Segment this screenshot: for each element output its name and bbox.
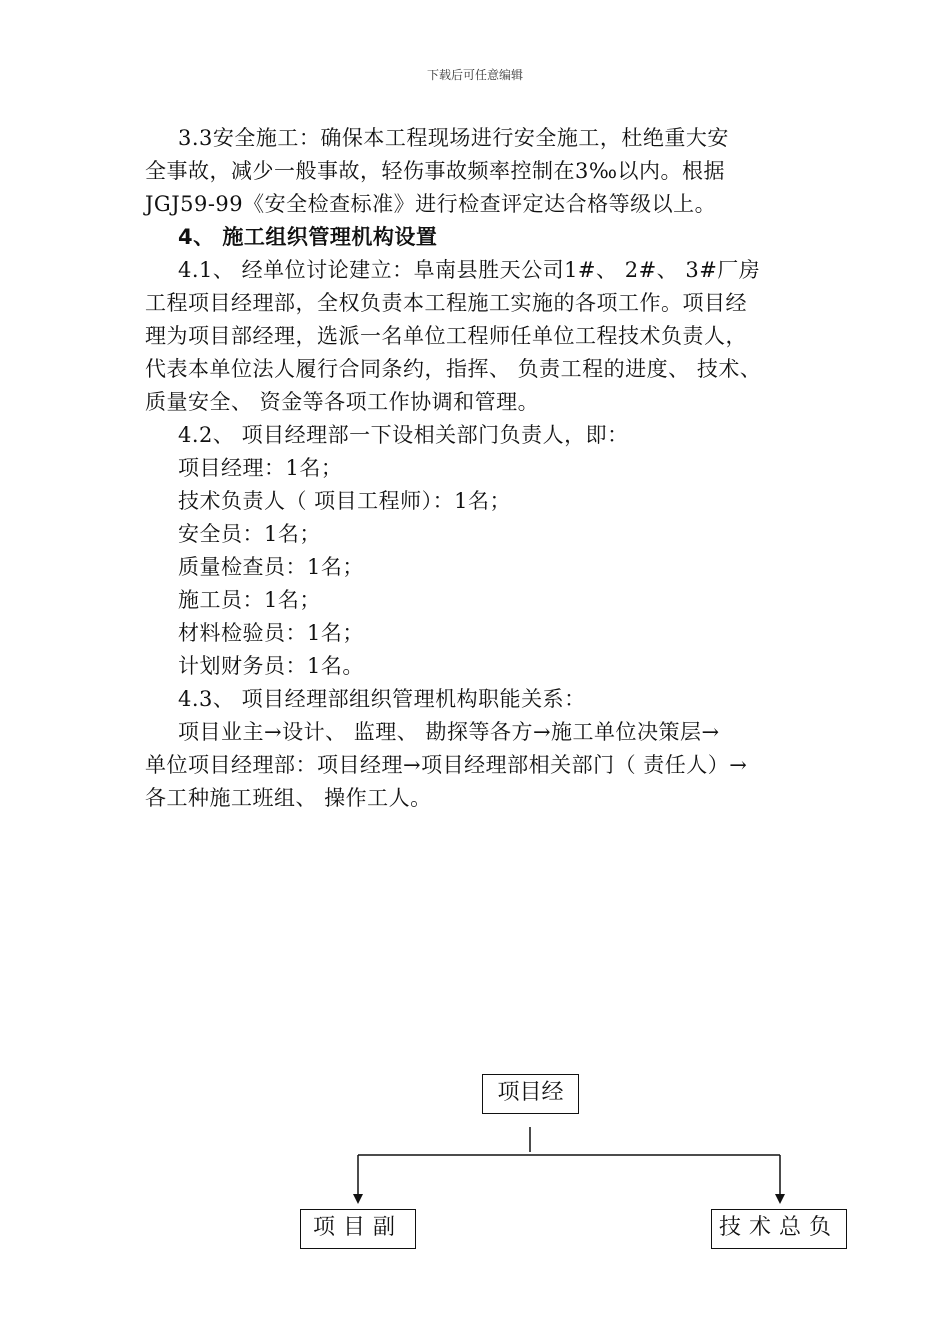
list-item: 质量检查员：1名； [178,555,364,579]
para-line: 3.3安全施工：确保本工程现场进行安全施工，杜绝重大安 [178,126,729,150]
para-line: 代表本单位法人履行合同条约，指挥、 负责工程的进度、 技术、 [145,357,762,381]
list-item: 计划财务员：1名。 [178,654,364,678]
para-line: 质量安全、 资金等各项工作协调和管理。 [145,390,540,414]
para-line: 项目业主→设计、 监理、 勘探等各方→施工单位决策层→ [178,720,720,744]
para-line: 理为项目部经理，选派一名单位工程师任单位工程技术负责人， [145,324,747,348]
org-box-project-manager: 项目经 [482,1074,579,1114]
para-line: 4.3、 项目经理部组织管理机构职能关系： [178,687,586,711]
para-line: 全事故，减少一般事故，轻伤事故频率控制在3‰以内。根据 [145,159,726,183]
list-item: 项目经理：1名； [178,456,343,480]
para-line: 各工种施工班组、 操作工人。 [145,786,432,810]
list-item: 材料检验员：1名； [178,621,364,645]
org-box-chief-engineer: 技术总负 [711,1209,847,1249]
para-line: 4.2、 项目经理部一下设相关部门负责人，即： [178,423,629,447]
para-line: 单位项目经理部：项目经理→项目经理部相关部门（ 责任人）→ [145,753,748,777]
org-box-deputy-manager: 项目副 [300,1209,416,1249]
para-line: 4.1、 经单位讨论建立：阜南县胜天公司1#、 2#、 3#厂房 [178,258,761,282]
list-item: 技术负责人（ 项目工程师）：1名； [178,489,512,513]
list-item: 施工员：1名； [178,588,321,612]
para-line: JGJ59-99《安全检查标准》进行检查评定达合格等级以上。 [145,192,717,216]
page-header: 下载后可任意编辑 [426,68,523,82]
para-line: 工程项目经理部，全权负责本工程施工实施的各项工作。项目经 [145,291,747,315]
list-item: 安全员：1名； [178,522,321,546]
section-heading: 4、 施工组织管理机构设置 [178,225,438,249]
